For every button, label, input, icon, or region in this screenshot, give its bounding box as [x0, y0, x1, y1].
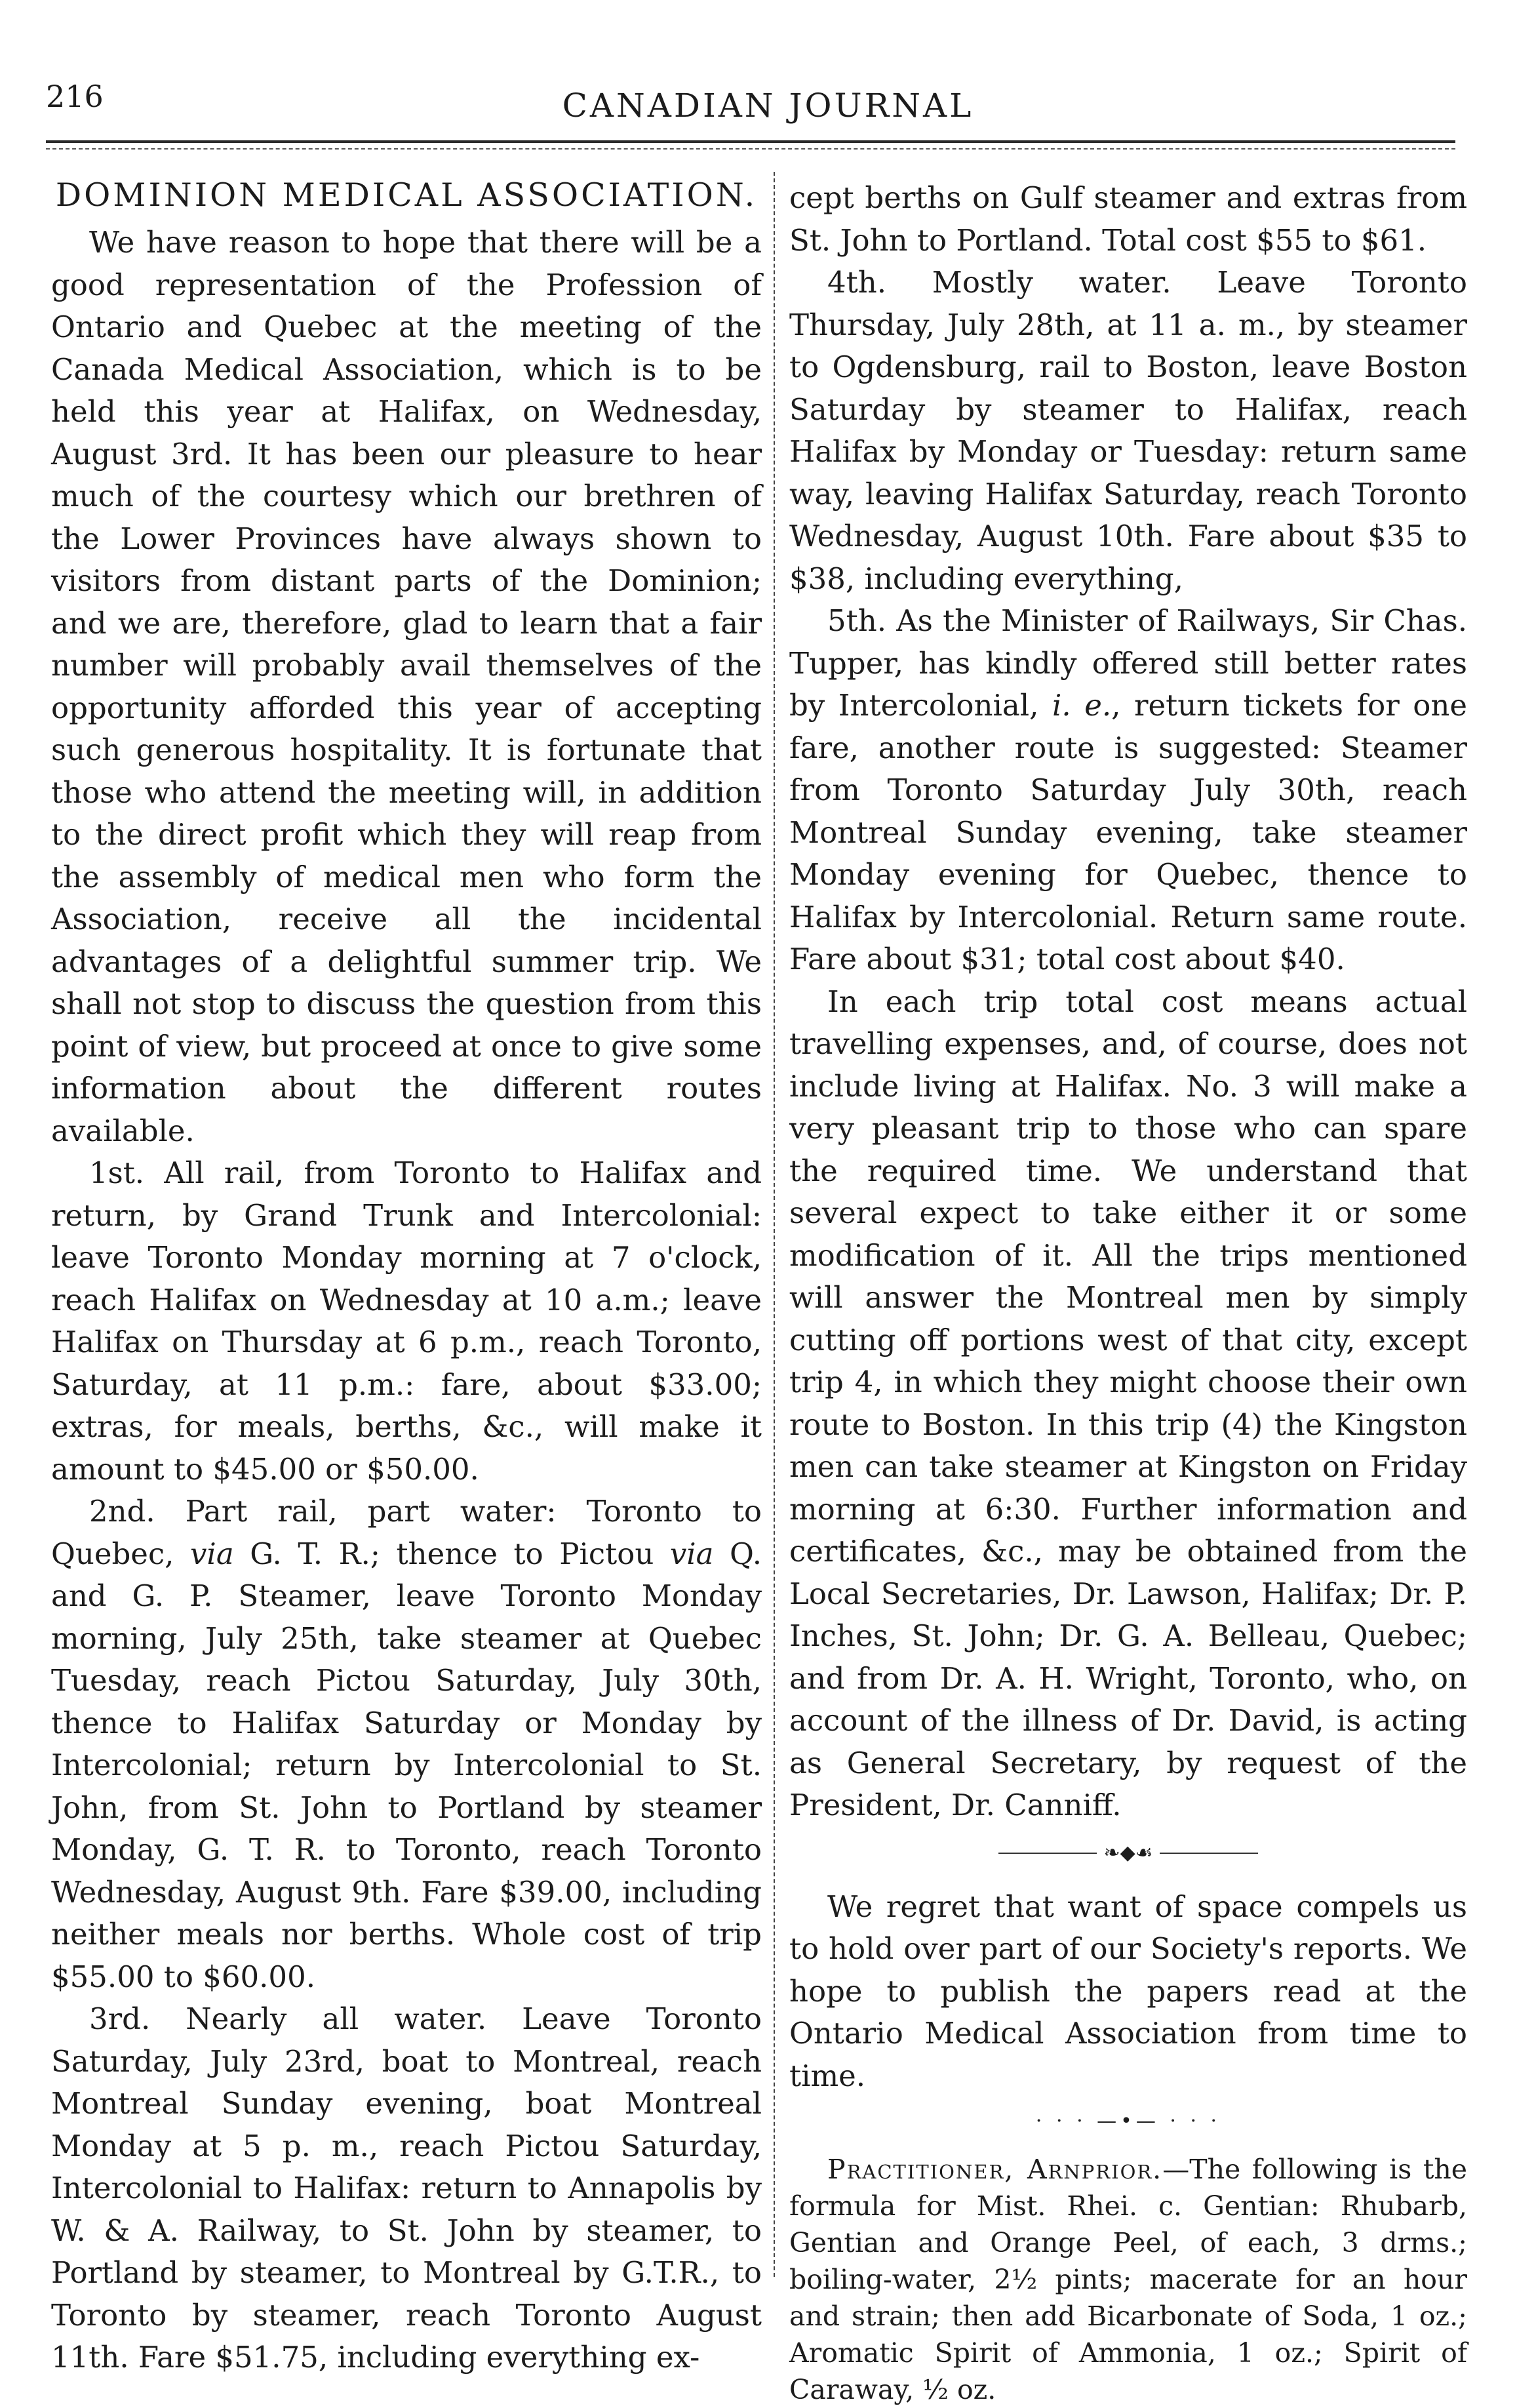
left-column: [51, 177, 762, 2379]
route-second-via-1: via: [190, 1536, 234, 1571]
route-third-paragraph: 3rd. Nearly all water. Leave Toronto Saturday, July 23rd, boat to Montreal, reach Montreal Sunday evening, boat Montreal Monday at 5 p. m., reach Pictou Saturday, Intercolonial to Halifax: return to Annapolis by W. & A. Railway, to St. John by steamer, to Portland by steamer, to Montreal by G.T.R., to Toronto by steamer, reach Toronto August 11th. Fare $51.75, including everything ex-: [51, 2001, 762, 2375]
column-divider: [774, 172, 775, 2277]
route-second-rest: Q. and G. P. Steamer, leave Toronto Monday morning, July 25th, take steamer at Quebec Tuesday, reach Pictou Saturday, July 30th, thence to Halifax Saturday or Monday by Intercolonial; return by Intercolonial to St. John, from St. John to Portland by steamer Monday, G. T. R. to Toronto, reach Toronto Wednesday, August 9th. Fare $39.00, including neither meals nor berths. Whole cost of trip $55.00 to $60.00.: [51, 1536, 762, 1994]
page-number: 216: [46, 79, 104, 114]
space-notice: We regret that want of space compels us to hold over part of our Society's reports. We hope to publish the papers read at the Ontario Medical Association from time to time.: [789, 1889, 1467, 2093]
right-column: [789, 177, 1467, 2408]
article-title: DOMINION MEDICAL ASSOCIATION.: [55, 176, 758, 214]
route-second-paragraph: [51, 1491, 762, 1998]
correspondence-body: —The following is the formula for Mist. Rhei. c. Gentian: Rhubarb, Gentian and Orange Peel, of each, 3 drms.; boiling-water, 2½ pints; macerate for an hour and strain; then add Bicarbonate of Soda, 1 oz.; Aromatic Spirit of Ammonia, 1 oz.; Spirit of Caraway, ½ oz.: [789, 2154, 1467, 2405]
closing-paragraph: In each trip total cost means actual travelling expenses, and, of course, does not include living at Halifax. No. 3 will make a very pleasant trip to those who can spare the required time. We understand that several expect to take either it or some modification of it. All the trips mentioned will answer the Montreal men by simply cutting off portions west of that city, except trip 4, in which they might choose their own route to Boston. In this trip (4) the Kingston men can take steamer at Kingston on Friday morning at 6:30. Further information and certificates, &c., may be obtained from the Local Secretaries, Dr. Lawson, Halifax; Dr. P. Inches, St. John; Dr. G. A. Belleau, Quebec; and from Dr. A. H. Wright, Toronto, who, on account of the illness of Dr. David, is acting as General Secretary, by request of the President, Dr. Canniff.: [789, 984, 1467, 1822]
section-separator: · · · —•— · · ·: [1035, 2110, 1221, 2133]
route-third-continuation: cept berths on Gulf steamer and extras from St. John to Portland. Total cost $55 to $61.: [789, 180, 1467, 258]
route-fifth-rest: , return tickets for one fare, another route is suggested: Steamer from Toronto Saturday July 30th, reach Montreal Sunday evening, take steamer Monday evening for Quebec, thence to Halifax by Intercolonial. Return same route. Fare about $31; total cost about $40.: [789, 688, 1467, 976]
header-rule: [46, 140, 1455, 143]
route-fifth-paragraph: [789, 600, 1467, 981]
correspondence-addressee: Practitioner, Arnprior.: [827, 2154, 1163, 2185]
route-first-paragraph: 1st. All rail, from Toronto to Halifax and return, by Grand Trunk and Intercolonial: leave Toronto Monday morning at 7 o'clock, reach Halifax on Wednesday at 10 a.m.; leave Halifax on Thursday at 6 p.m., reach Toronto, Saturday, at 11 p.m.: fare, about $33.00; extras, for meals, berths, &c., will make it amount to $45.00 or $50.00.: [51, 1155, 762, 1487]
header-rule-secondary: [46, 148, 1455, 150]
route-fifth-lead: 5th. As the Minister of Railways, Sir Chas. Tupper, has kindly offered still better rates by Intercolonial,: [789, 603, 1467, 723]
route-second-via-2: via: [669, 1536, 714, 1571]
route-second-mid: G. T. R.; thence to Pictou: [233, 1536, 670, 1571]
ornament-mark-icon: ❧◆☙: [1103, 1841, 1153, 1864]
ornament-line-right: [1160, 1853, 1258, 1854]
intro-paragraph: We have reason to hope that there will be a good representation of the Profession of Ontario and Quebec at the meeting of the Canada Medical Association, which is to be held this year at Halifax, on Wednesday, August 3rd. It has been our pleasure to hear much of the courtesy which our brethren of the Lower Provinces have always shown to visitors from distant parts of the Dominion; and we are, therefore, glad to learn that a fair number will probably avail themselves of the opportunity afforded this year of accepting such generous hospitality. It is fortunate that those who attend the meeting will, in addition to the direct profit which they will reap from the assembly of medical men who form the Association, receive all the incidental advantages of a delightful summer trip. We shall not stop to discuss the question from this point of view, but proceed at once to give some information about the different routes available.: [51, 225, 762, 1148]
route-fourth-paragraph: 4th. Mostly water. Leave Toronto Thursday, July 28th, at 11 a. m., by steamer to Ogdensburg, rail to Boston, leave Boston Saturday by steamer to Halifax, reach Halifax by Monday or Tuesday: return same way, leaving Halifax Saturday, reach Toronto Wednesday, August 10th. Fare about $35 to $38, including everything,: [789, 265, 1467, 596]
route-fifth-ie: i. e.: [1052, 688, 1112, 723]
correspondence-paragraph: [789, 2151, 1467, 2408]
route-second-lead: 2nd. Part rail, part water: Toronto to Quebec,: [51, 1494, 762, 1571]
section-ornament: [789, 1836, 1467, 1869]
ornament-line-left: [998, 1853, 1097, 1854]
running-title: CANADIAN JOURNAL: [562, 87, 974, 125]
